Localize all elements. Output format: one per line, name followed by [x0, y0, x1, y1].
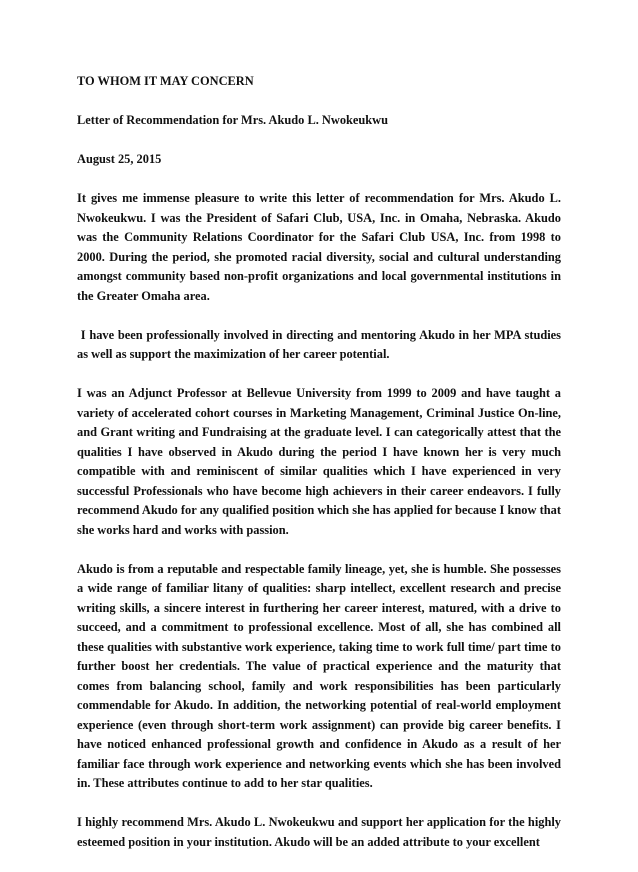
paragraph-professor: I was an Adjunct Professor at Bellevue University from 1999 to 2009 and have taught a variety of accelerated cohort courses in Marketing Management, Criminal Justice On-line, and Grant writing and Fundraising at the graduate level. I can categorically attest that the qualities I have observed in Akudo during the period I have known her is very much compatible with and reminiscent of similar qualities which I have experienced in very successful Professionals who have become high achievers in their career endeavors. I fully recommend Akudo for any qualified position which she has applied for because I know that she works hard and works with passion. [77, 386, 561, 537]
paragraph-recommendation: I highly recommend Mrs. Akudo L. Nwokeukwu and support her application for the highly esteemed position in your institution. Akudo will be an added attribute to your excellent [77, 815, 561, 849]
paragraph-qualities: Akudo is from a reputable and respectable family lineage, yet, she is humble. She possesses a wide range of familiar litany of qualities: sharp intellect, excellent research and precise writing skills, a sincere interest in furthering her career interest, matured, with a drive to succeed, and a commitment to professional excellence. Most of all, she has combined all these qualities with substantive work experience, taking time to work full time/ part time to further boost her credentials. The value of practical experience and the maturity that comes from balancing school, family and work responsibilities has been particularly commendable for Akudo. In addition, the networking potential of real-world employment experience (even through short-term work assignment) can provide big career benefits. I have noticed enhanced professional growth and confidence in Akudo as a result of her familiar face through work experience and networking events which she has been involved in. These attributes continue to add to her star qualities. [77, 561, 561, 790]
paragraph-mentoring: I have been professionally involved in directing and mentoring Akudo in her MPA studies as well as support the maximization of her career potential. [77, 327, 565, 361]
salutation: TO WHOM IT MAY CONCERN [77, 74, 254, 88]
letter-date: August 25, 2015 [77, 152, 162, 166]
letter-body [77, 72, 565, 872]
letter-subject: Letter of Recommendation for Mrs. Akudo L. Nwokeukwu [77, 113, 389, 127]
paragraph-intro: It gives me immense pleasure to write this letter of recommendation for Mrs. Akudo L. Nwokeukwu. I was the President of Safari Club, USA, Inc. in Omaha, Nebraska. Akudo was the Community Relations Coordinator for the Safari Club USA, Inc. from 1998 to 2000. During the period, she promoted racial diversity, social and cultural understanding amongst community based non-profit organizations and local governmental institutions in the Greater Omaha area. [77, 191, 561, 303]
